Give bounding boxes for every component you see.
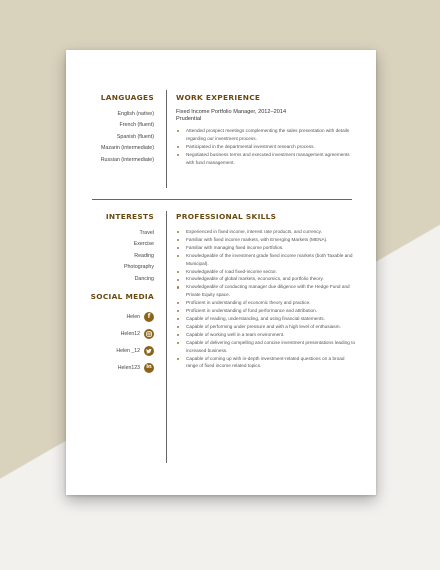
skill-bullet: Experienced in fixed income, interest rate products, and currency. bbox=[176, 228, 356, 236]
resume-page bbox=[66, 50, 376, 495]
job-title: Fixed Income Portfolio Manager, 2012–2014 bbox=[176, 109, 287, 115]
skill-bullet: Knowledgeable of road fixed-income sector. bbox=[176, 268, 356, 276]
social-row-linkedin bbox=[66, 359, 154, 376]
divider-vertical-bottom bbox=[166, 211, 167, 463]
work-bullet: Participated in the departmental investment research process. bbox=[176, 143, 356, 151]
skill-bullet: Capable of working well in a team environment. bbox=[176, 331, 356, 339]
linkedin-icon[interactable]: in bbox=[144, 363, 154, 373]
work-bullet: Attended prospect meetings complementing the sales presentation with details regarding our investment process. bbox=[176, 127, 356, 143]
skill-bullet: Capable of reading, understanding, and using financial statements. bbox=[176, 315, 356, 323]
work-bullet: Negotiated business terms and executed investment management agreements with fund management. bbox=[176, 151, 356, 167]
divider-horizontal bbox=[92, 199, 352, 200]
skill-bullet: Familiar with managing fixed income portfolios. bbox=[176, 244, 356, 252]
skill-bullet: Capable of performing under pressure and with a high level of enthusiasm. bbox=[176, 323, 356, 331]
language-item: Russian (intermediate) bbox=[100, 156, 154, 163]
skill-bullet: Proficient in understanding of economic theory and practice. bbox=[176, 299, 356, 307]
languages-section bbox=[66, 93, 154, 166]
job-company: Prudential bbox=[176, 116, 202, 122]
language-item: Mazarin (intermediate) bbox=[101, 145, 154, 152]
interests-section bbox=[66, 212, 154, 285]
languages-title: LANGUAGES bbox=[100, 93, 154, 102]
skill-bullet: Knowledgeable of conducting manager due diligence with the Hedge Fund and Private Equity space. bbox=[176, 283, 356, 299]
social-handle: Helen123 bbox=[117, 364, 140, 371]
social-row-twitter bbox=[66, 342, 154, 359]
interest-item: Photography bbox=[123, 264, 154, 271]
facebook-icon[interactable]: f bbox=[144, 312, 154, 322]
social-handle: Helen12 bbox=[120, 330, 140, 337]
language-item: English (native) bbox=[117, 111, 154, 117]
skill-bullet: Knowledgeable of the investment grade fixed income markets (both Taxable and Municipal). bbox=[176, 252, 356, 268]
language-item: Spanish (fluent) bbox=[116, 133, 154, 140]
interest-item: Exercise bbox=[133, 241, 154, 248]
social-media-section bbox=[66, 292, 154, 376]
social-handle: Helen bbox=[126, 313, 140, 320]
work-experience-title: WORK EXPERIENCE bbox=[176, 93, 261, 102]
interest-item: Travel bbox=[139, 230, 154, 236]
work-experience-section bbox=[176, 93, 356, 167]
instagram-icon[interactable] bbox=[144, 329, 154, 339]
skill-bullet: Capable of delivering compelling and concise investment presentations leading to increased business. bbox=[176, 339, 356, 355]
interest-item: Reading bbox=[134, 252, 154, 259]
work-bullets bbox=[176, 127, 356, 167]
skill-bullet: Capable of coming up with in-depth investment-related questions on a broad range of fixed income related topics. bbox=[176, 355, 356, 371]
professional-skills-section bbox=[176, 212, 356, 370]
language-item: French (fluent) bbox=[119, 122, 154, 129]
divider-vertical-top bbox=[166, 90, 167, 188]
skill-bullet: Proficient in understanding of fund performance and attribution. bbox=[176, 307, 356, 315]
social-row-facebook bbox=[66, 308, 154, 325]
professional-skills-title: PROFESSIONAL SKILLS bbox=[176, 212, 277, 221]
interest-item: Dancing bbox=[134, 275, 154, 282]
social-media-title: SOCIAL MEDIA bbox=[90, 292, 154, 301]
skill-bullet: Knowledgeable of global markets, economics, and portfolio theory. bbox=[176, 275, 356, 283]
twitter-icon[interactable] bbox=[144, 346, 154, 356]
skills-bullets bbox=[176, 228, 356, 370]
interests-title: INTERESTS bbox=[105, 212, 154, 221]
skill-bullet: Familiar with fixed income markets, with Emerging Markets (MENA). bbox=[176, 236, 356, 244]
social-handle: Helen _12 bbox=[116, 347, 140, 354]
social-row-instagram bbox=[66, 325, 154, 342]
